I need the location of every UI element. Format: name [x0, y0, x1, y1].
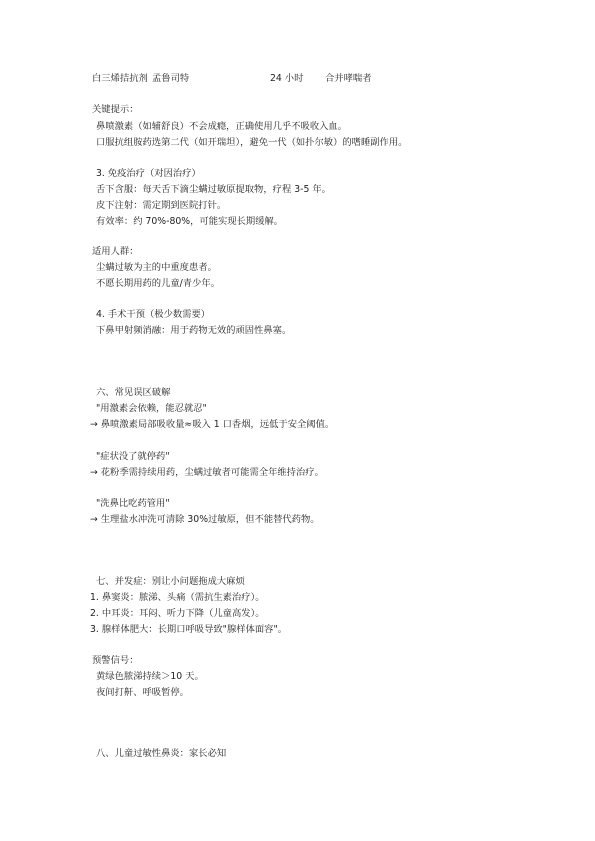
table-cell-drug: 白三烯拮抗剂 — [92, 73, 148, 84]
myth-fact: → 花粉季需持续用药，尘螨过敏者可能需全年维持治疗。 — [90, 467, 324, 478]
suitable-item: 尘螨过敏为主的中重度患者。 — [96, 262, 217, 273]
warning-heading: 预警信号： — [92, 655, 139, 666]
complication-item: 1. 鼻窦炎：脓涕、头痛（需抗生素治疗）。 — [90, 592, 265, 603]
key-tips-heading: 关键提示： — [92, 104, 139, 115]
section7-title: 七、并发症：别让小问题拖成大麻烦 — [96, 576, 245, 587]
immunotherapy-item: 有效率：约 70%-80%，可能实现长期缓解。 — [96, 216, 284, 227]
surgery-item: 下鼻甲射频消融：用于药物无效的顽固性鼻塞。 — [96, 325, 292, 336]
myth-statement: "症状没了就停药" — [96, 451, 170, 462]
warning-item: 夜间打鼾、呼吸暂停。 — [96, 687, 189, 698]
myth-statement: "洗鼻比吃药管用" — [96, 498, 170, 509]
complication-item: 2. 中耳炎：耳闷、听力下降（儿童高发）。 — [90, 608, 265, 619]
complication-item: 3. 腺样体肥大：长期口呼吸导致"腺样体面容"。 — [90, 624, 288, 635]
warning-item: 黄绿色脓涕持续＞10 天。 — [96, 671, 204, 682]
table-cell-indication: 合并哮喘者 — [325, 73, 372, 84]
myth-fact: → 生理盐水冲洗可清除 30%过敏原，但不能替代药物。 — [90, 514, 320, 525]
table-cell-duration: 24 小时 — [270, 73, 304, 84]
suitable-heading: 适用人群： — [92, 246, 139, 257]
myth-statement: "用激素会依赖，能忍就忍" — [96, 403, 207, 414]
immunotherapy-item: 舌下含服：每天舌下滴尘螨过敏原提取物，疗程 3-5 年。 — [96, 184, 331, 195]
myth-fact: → 鼻喷激素局部吸收量≈吸入 1 口香烟，远低于安全阈值。 — [90, 419, 335, 430]
surgery-title: 4. 手术干预（极少数需要） — [96, 309, 211, 320]
key-tip-item: 口服抗组胺药选第二代（如开瑞坦），避免一代（如扑尔敏）的嗜睡副作用。 — [96, 137, 408, 148]
suitable-item: 不愿长期用药的儿童/青少年。 — [96, 278, 220, 289]
table-cell-name: 孟鲁司特 — [152, 73, 190, 84]
key-tip-item: 鼻喷激素（如辅舒良）不会成瘾，正确使用几乎不吸收入血。 — [96, 121, 348, 132]
immunotherapy-item: 皮下注射：需定期到医院打针。 — [96, 200, 227, 211]
immunotherapy-title: 3. 免疫治疗（对因治疗） — [96, 168, 201, 179]
section8-title: 八、儿童过敏性鼻炎：家长必知 — [96, 748, 227, 759]
section6-title: 六、常见误区破解 — [96, 387, 171, 398]
